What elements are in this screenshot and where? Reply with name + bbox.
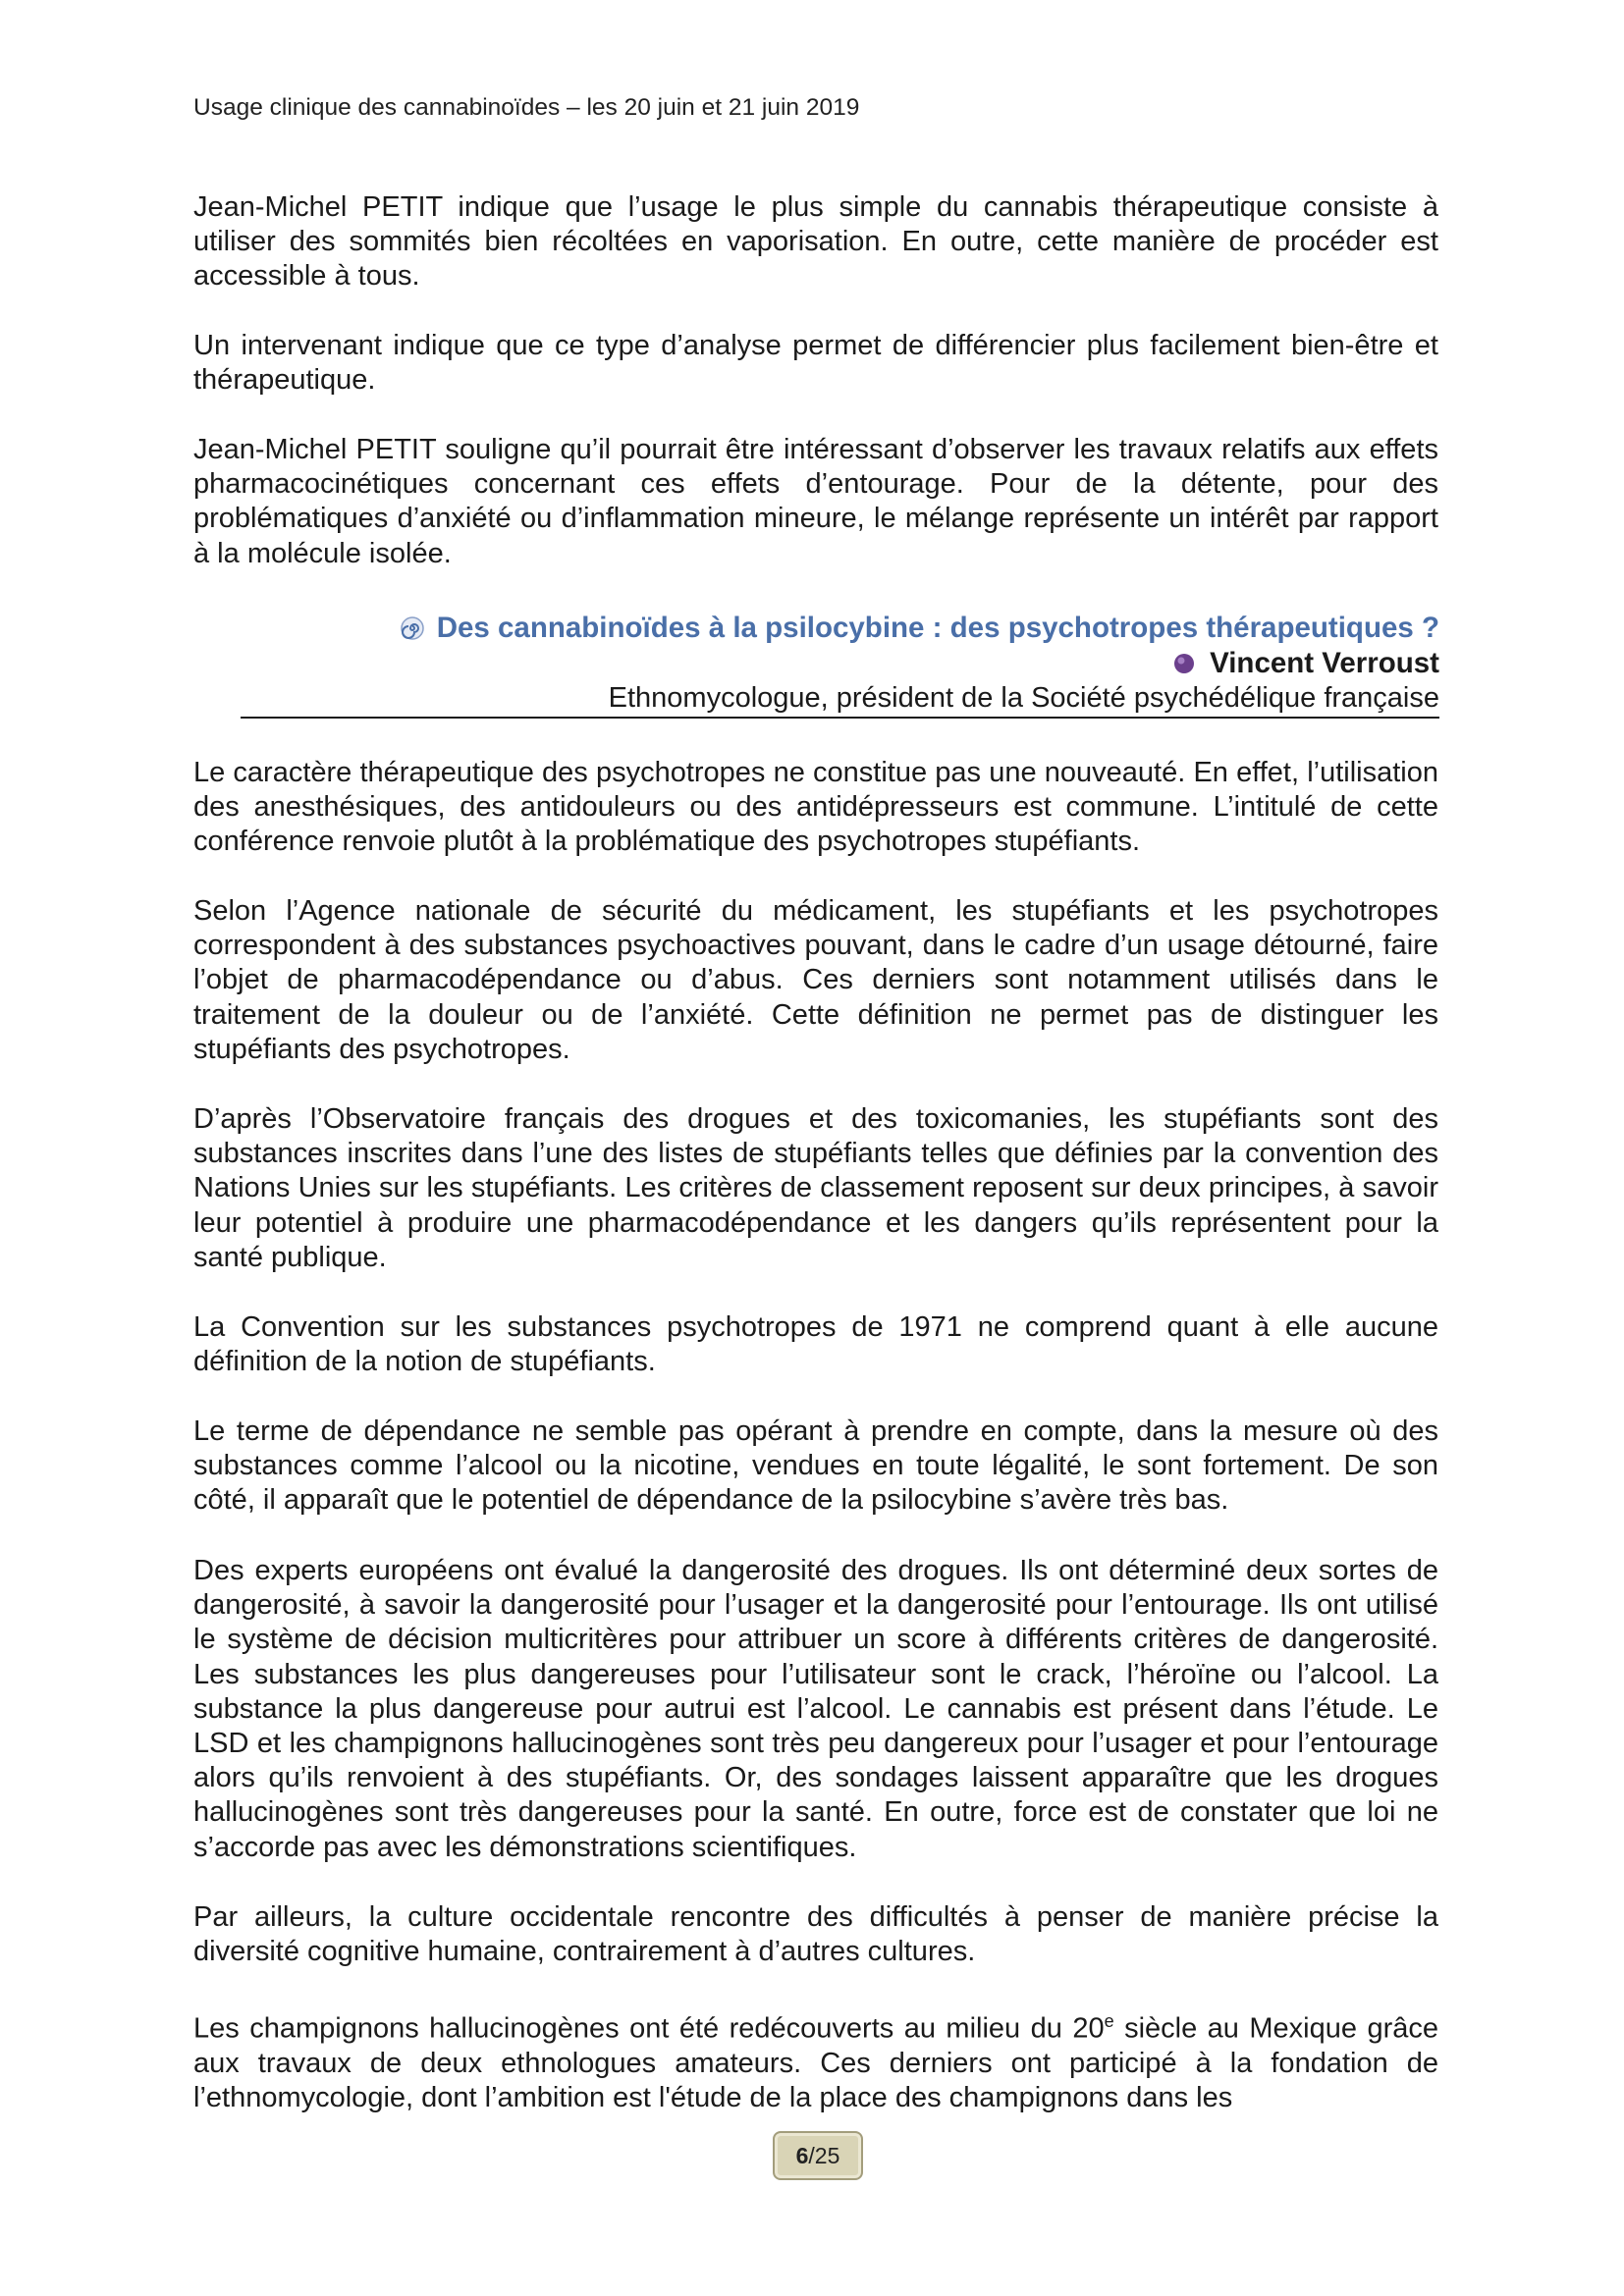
paragraph-convention-1971: La Convention sur les substances psychotropes de 1971 ne comprend quant à elle aucune définition de la notion de stupéfiants. [193, 1311, 1438, 1378]
paragraph-caractere-therapeutique: Le caractère thérapeutique des psychotropes ne constitue pas une nouveauté. En effet, l’utilisation des anesthésiques, des antidouleurs ou des antidépresseurs est commune. L’intitulé de cette conférence renvoie plutôt à la problématique des psychotropes stupéfiants. [193, 757, 1438, 858]
speaker-line [261, 646, 1439, 681]
total-pages: /25 [808, 2143, 840, 2168]
section-title: Des cannabinoïdes à la psilocybine : des psychotropes thérapeutiques ? [436, 612, 1439, 644]
paragraph-champignons-start: Les champignons hallucinogènes ont été redécouverts au milieu du 20 [193, 2012, 1105, 2045]
paragraph-dangerosite: Des experts européens ont évalué la dangerosité des drogues. Ils ont déterminé deux sortes de dangerosité, à savoir la dangerosité pour l’usager et la dangerosité pour l’entourage. Ils ont utilisé le système de décision multicritères pour attribuer un score à différents critères de dangerosité. Les substances les plus dangereuses pour l’utilisateur sont le crack, l’héroïne ou l’alcool. La substance la plus dangereuse pour autrui est l’alcool. Le cannabis est présent dans l’étude. Le LSD et les champignons hallucinogènes sont très peu dangereux pour l’usager et pour l’entourage alors qu’ils renvoient à des stupéfiants. Or, des sondages laissent apparaître que les drogues hallucinogènes sont très dangereuses pour la santé. En outre, force est de constater que loi ne s’accorde pas avec les démonstrations scientifiques. [193, 1555, 1438, 1863]
section-heading [163, 611, 1439, 646]
page-number-badge [773, 2131, 863, 2180]
paragraph-culture-occidentale: Par ailleurs, la culture occidentale rencontre des difficultés à penser de manière précise la diversité cognitive humaine, contrairement à d’autres cultures. [193, 1901, 1438, 1968]
paragraph-ansm: Selon l’Agence nationale de sécurité du médicament, les stupéfiants et les psychotropes correspondent à des substances psychoactives pouvant, dans le cadre d’un usage détourné, faire l’objet de pharmacodépendance ou d’abus. Ces derniers sont notamment utilisés dans le traitement de la douleur ou de l’anxiété. Cette définition ne permet pas de distinguer les stupéfiants des psychotropes. [193, 895, 1438, 1065]
paragraph-champignons-end: siècle au Mexique grâce aux travaux de deux ethnologues amateurs. Ces derniers ont participé à la fondation de l’ethnomycologie, dont l’ambition est l'étude de la place des champignons dans les [193, 2012, 1438, 2114]
current-page-number: 6 [795, 2143, 809, 2168]
paragraph-bien-etre: Un intervenant indique que ce type d’analyse permet de différencier plus facilement bien-être et thérapeutique. [193, 330, 1438, 397]
spiral-bullet-icon [400, 615, 425, 641]
speaker-role: Ethnomycologue, président de la Société psychédélique française [608, 682, 1439, 714]
paragraph-dependance: Le terme de dépendance ne semble pas opérant à prendre en compte, dans la mesure où des substances comme l’alcool ou la nicotine, vendues en toute légalité, le sont fortement. De son côté, il apparaît que le potentiel de dépendance de la psilocybine s’avère très bas. [193, 1415, 1438, 1517]
purple-dot-bullet-icon [1172, 652, 1196, 675]
century-superscript: e [1104, 2011, 1114, 2031]
paragraph-vaporisation: Jean-Michel PETIT indique que l’usage le plus simple du cannabis thérapeutique consiste à utiliser des sommités bien récoltées en vaporisation. En outre, cette manière de procéder est accessible à tous. [193, 191, 1438, 293]
running-header: Usage clinique des cannabinoïdes – les 20 juin et 21 juin 2019 [193, 94, 860, 121]
paragraph-ofdt: D’après l’Observatoire français des drogues et des toxicomanies, les stupéfiants sont des substances inscrites dans l’une des listes de stupéfiants telles que définies par la convention des Nations Unies sur les stupéfiants. Les critères de classement reposent sur deux principes, à savoir leur potentiel à produire une pharmacodépendance et les dangers qu’ils représentent pour la santé publique. [193, 1103, 1438, 1273]
paragraph-effets-entourage: Jean-Michel PETIT souligne qu’il pourrait être intéressant d’observer les travaux relatifs aux effets pharmacocinétiques concernant ces effets d’entourage. Pour de la détente, pour des problématiques d’anxiété ou d’inflammation mineure, le mélange représente un intérêt par rapport à la molécule isolée. [193, 434, 1438, 569]
speaker-name: Vincent Verroust [1210, 647, 1439, 679]
section-divider [241, 717, 1439, 719]
paragraph-champignons [193, 2004, 1438, 2115]
